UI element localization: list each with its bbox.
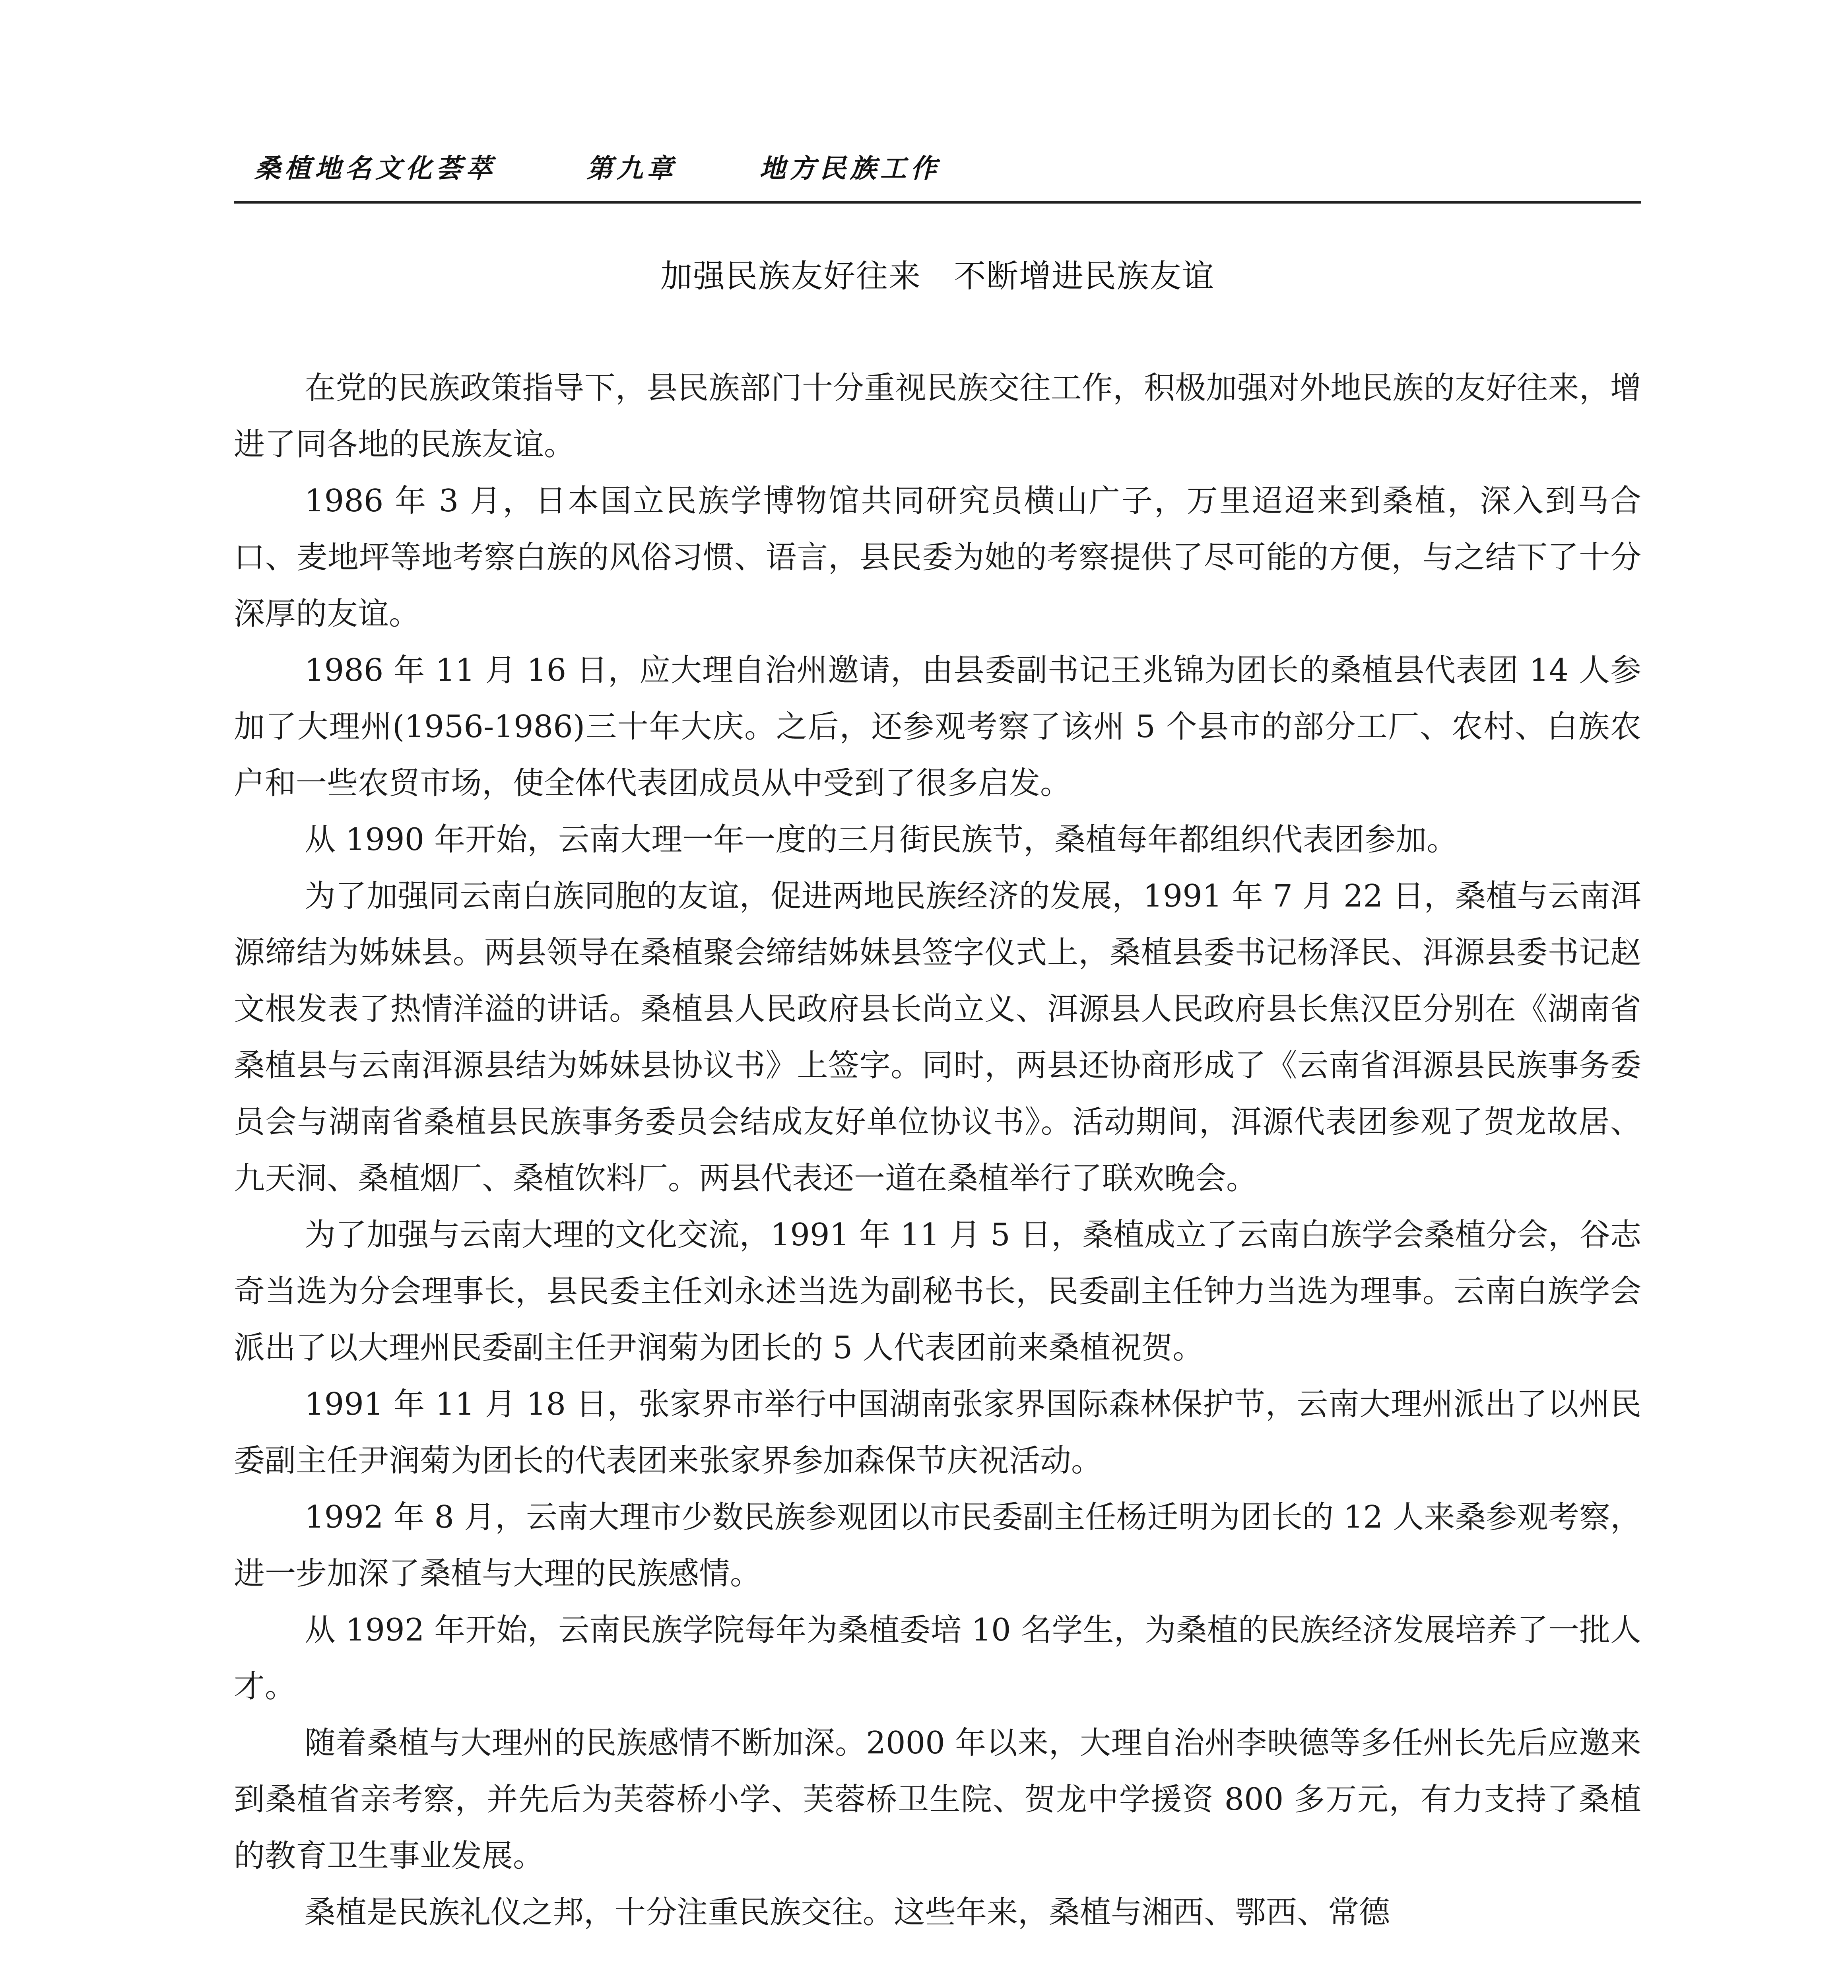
article-body [234, 360, 1641, 1941]
paragraph: 在党的民族政策指导下，县民族部门十分重视民族交往工作，积极加强对外地民族的友好往来，增进了同各地的民族友谊。 [234, 370, 1641, 462]
paragraph: 从 1992 年开始，云南民族学院每年为桑植委培 10 名学生，为桑植的民族经济发展培养了一批人才。 [234, 1612, 1641, 1705]
paragraph: 从 1990 年开始，云南大理一年一度的三月街民族节，桑植每年都组织代表团参加。 [305, 822, 1458, 858]
header-section-title: 地方民族工作 [759, 153, 941, 184]
running-header [254, 143, 1646, 187]
paragraph: 为了加强同云南白族同胞的友谊，促进两地民族经济的发展，1991 年 7 月 22 日，桑植与云南洱源缔结为姊妹县。两县领导在桑植聚会缔结姊妹县签字仪式上，桑植县委书记杨泽民、洱源县委书记赵文根发表了热情洋溢的讲话。桑植县人民政府县长尚立义、洱源县人民政府县长焦汉臣分别在《湖南省桑植县与云南洱源县结为姊妹县协议书》上签字。同时，两县还协商形成了《云南省洱源县民族事务委员会与湖南省桑植县民族事务委员会结成友好单位协议书》。活动期间，洱源代表团参观了贺龙故居、九天洞、桑植烟厂、桑植饮料厂。两县代表还一道在桑植举行了联欢晚会。 [234, 878, 1641, 1196]
header-book-title: 桑植地名文化荟萃 [254, 153, 496, 184]
paragraph: 为了加强与云南大理的文化交流，1991 年 11 月 5 日，桑植成立了云南白族学会桑植分会，谷志奇当选为分会理事长，县民委主任刘永述当选为副秘书长，民委副主任钟力当选为理事。云南白族学会派出了以大理州民委副主任尹润菊为团长的 5 人代表团前来桑植祝贺。 [234, 1217, 1641, 1366]
header-divider [234, 201, 1641, 204]
paragraph: 桑植是民族礼仪之邦，十分注重民族交往。这些年来，桑植与湘西、鄂西、常德 [305, 1895, 1390, 1930]
paragraph: 1986 年 11 月 16 日，应大理自治州邀请，由县委副书记王兆锦为团长的桑植县代表团 14 人参加了大理州(1956-1986)三十年大庆。之后，还参观考察了该州 5 个县市的部分工厂、农村、白族农户和一些农贸市场，使全体代表团成员从中受到了很多启发。 [234, 652, 1641, 801]
paragraph: 1986 年 3 月，日本国立民族学博物馆共同研究员横山广子，万里迢迢来到桑植，深入到马合口、麦地坪等地考察白族的风俗习惯、语言，县民委为她的考察提供了尽可能的方便，与之结下了十分深厚的友谊。 [234, 483, 1641, 632]
paragraph: 1992 年 8 月，云南大理市少数民族参观团以市民委副主任杨迁明为团长的 12 人来桑参观考察，进一步加深了桑植与大理的民族感情。 [234, 1499, 1641, 1592]
paragraph: 随着桑植与大理州的民族感情不断加深。2000 年以来，大理自治州李映德等多任州长先后应邀来到桑植省亲考察，并先后为芙蓉桥小学、芙蓉桥卫生院、贺龙中学援资 800 多万元，有力支持了桑植的教育卫生事业发展。 [234, 1725, 1641, 1874]
paragraph: 1991 年 11 月 18 日，张家界市举行中国湖南张家界国际森林保护节，云南大理州派出了以州民委副主任尹润菊为团长的代表团来张家界参加森保节庆祝活动。 [234, 1386, 1641, 1479]
article-title: 加强民族友好往来 不断增进民族友谊 [660, 258, 1215, 295]
header-chapter: 第九章 [586, 153, 677, 184]
